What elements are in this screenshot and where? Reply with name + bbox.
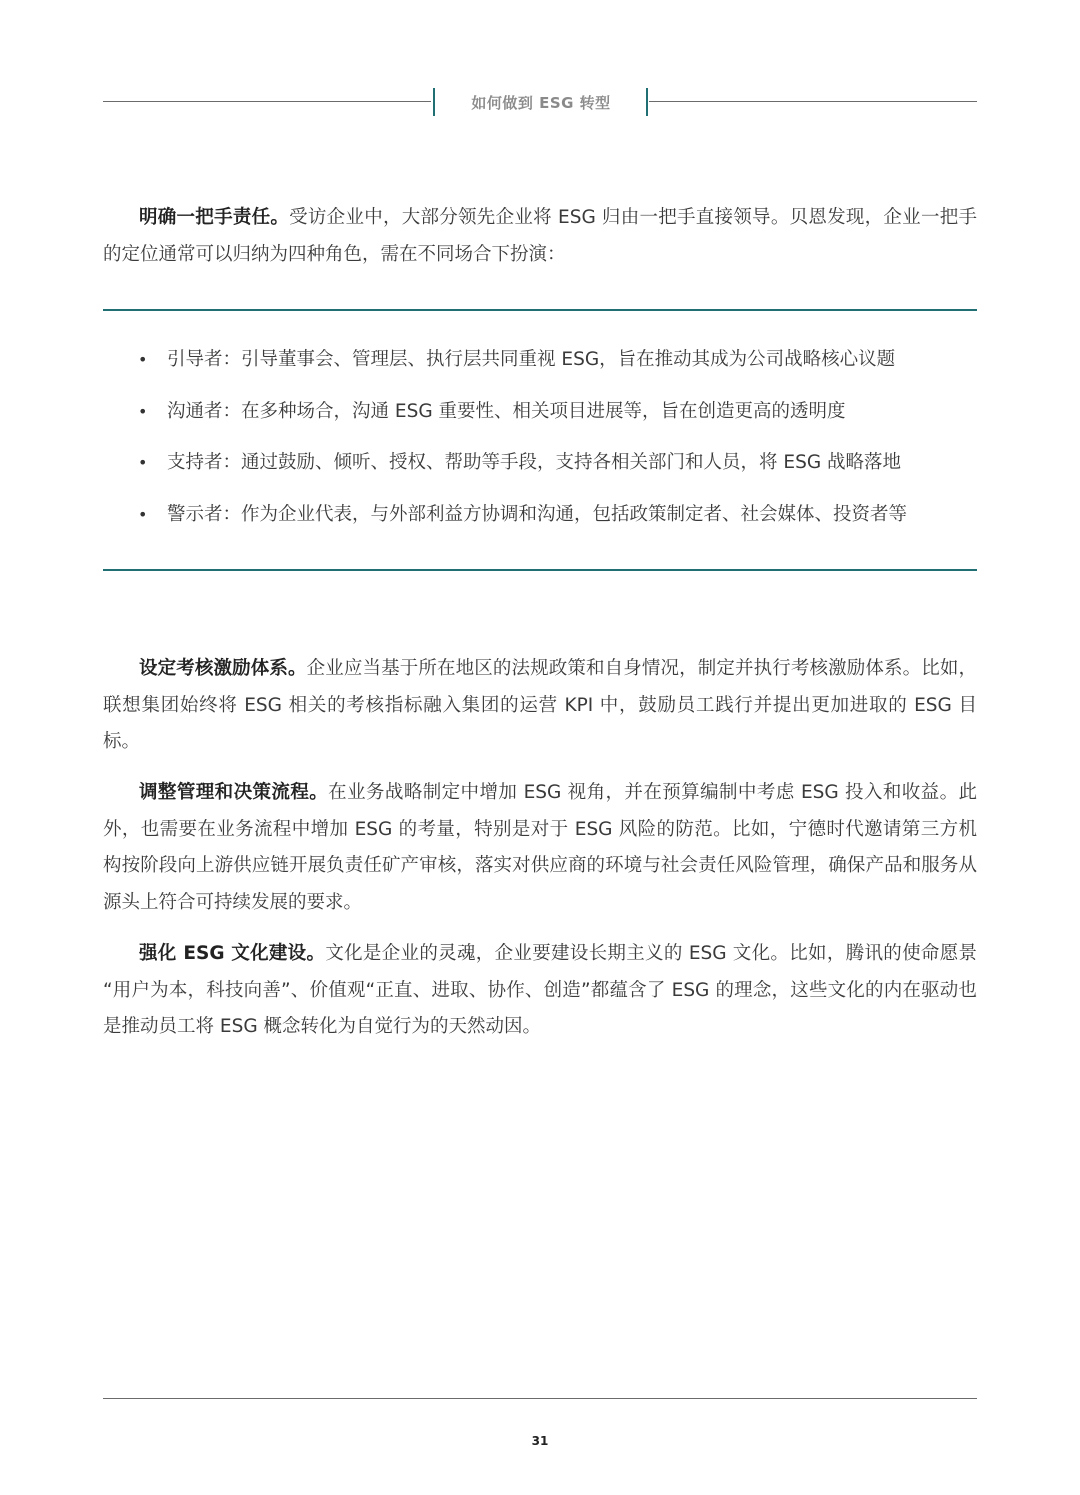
header-rule-right bbox=[649, 101, 977, 102]
page-number: 31 bbox=[531, 1434, 549, 1448]
section-paragraph-process bbox=[103, 775, 977, 921]
section-lead: 设定考核激励体系。 bbox=[139, 658, 307, 679]
header-tick-right bbox=[646, 88, 648, 116]
roles-list bbox=[103, 340, 977, 547]
bullet-marker: • bbox=[138, 350, 148, 369]
section-paragraph-incentives bbox=[103, 651, 977, 761]
role-text: 支持者：通过鼓励、倾听、授权、帮助等手段，支持各相关部门和人员，将 ESG 战略落地 bbox=[167, 452, 902, 474]
roles-top-rule bbox=[103, 309, 977, 311]
footer-rule bbox=[103, 1398, 977, 1399]
role-text: 引导者：引导董事会、管理层、执行层共同重视 ESG，旨在推动其成为公司战略核心议题 bbox=[167, 349, 896, 370]
section-text: 企业应当基于所在地区的法规政策和自身情况，制定并执行考核激励体系。比如，联想集团始终将 ESG 相关的考核指标融入集团的运营 KPI 中，鼓励员工践行并提出更加进取的 ESG 目标。 bbox=[103, 658, 977, 752]
intro-paragraph bbox=[103, 200, 977, 273]
role-text: 沟通者：在多种场合，沟通 ESG 重要性、相关项目进展等，旨在创造更高的透明度 bbox=[167, 400, 846, 422]
header-rule-left bbox=[103, 101, 431, 102]
list-item bbox=[103, 495, 977, 547]
section-text: 文化是企业的灵魂，企业要建设长期主义的 ESG 文化。比如，腾讯的使命愿景 “用户为本，科技向善”、价值观“正直、进取、协作、创造”都蕴含了 ESG 的理念，这些文化的内在驱动也是推动员工将 ESG 概念转化为自觉行为的天然动因。 bbox=[103, 943, 977, 1037]
bullet-marker: • bbox=[138, 453, 148, 473]
intro-text: 受访企业中，大部分领先企业将 ESG 归由一把手直接领导。贝恩发现，企业一把手的定位通常可以归纳为四种角色，需在不同场合下扮演： bbox=[103, 207, 977, 265]
header-tick-left bbox=[433, 88, 435, 116]
list-item bbox=[103, 443, 977, 495]
intro-lead: 明确一把手责任。 bbox=[139, 207, 290, 228]
bullet-marker: • bbox=[138, 505, 148, 525]
list-item bbox=[103, 392, 977, 444]
role-text: 警示者：作为企业代表，与外部利益方协调和沟通，包括政策制定者、社会媒体、投资者等 bbox=[167, 504, 908, 526]
roles-bottom-rule bbox=[103, 569, 977, 571]
header-title: 如何做到 ESG 转型 bbox=[471, 94, 611, 112]
section-paragraph-culture bbox=[103, 936, 977, 1046]
bullet-marker: • bbox=[138, 401, 148, 421]
list-item bbox=[103, 340, 977, 392]
section-lead: 强化 ESG 文化建设。 bbox=[139, 943, 326, 964]
section-text: 在业务战略制定中增加 ESG 视角，并在预算编制中考虑 ESG 投入和收益。此外，也需要在业务流程中增加 ESG 的考量，特别是对于 ESG 风险的防范。比如，宁德时代邀请第三方机构按阶段向上游供应链开展负责任矿产审核，落实对供应商的环境与社会责任风险管理，确保产品和服务从源头上符合可持续发展的要求。 bbox=[103, 782, 977, 913]
section-lead: 调整管理和决策流程。 bbox=[139, 782, 329, 803]
running-header bbox=[103, 88, 977, 116]
